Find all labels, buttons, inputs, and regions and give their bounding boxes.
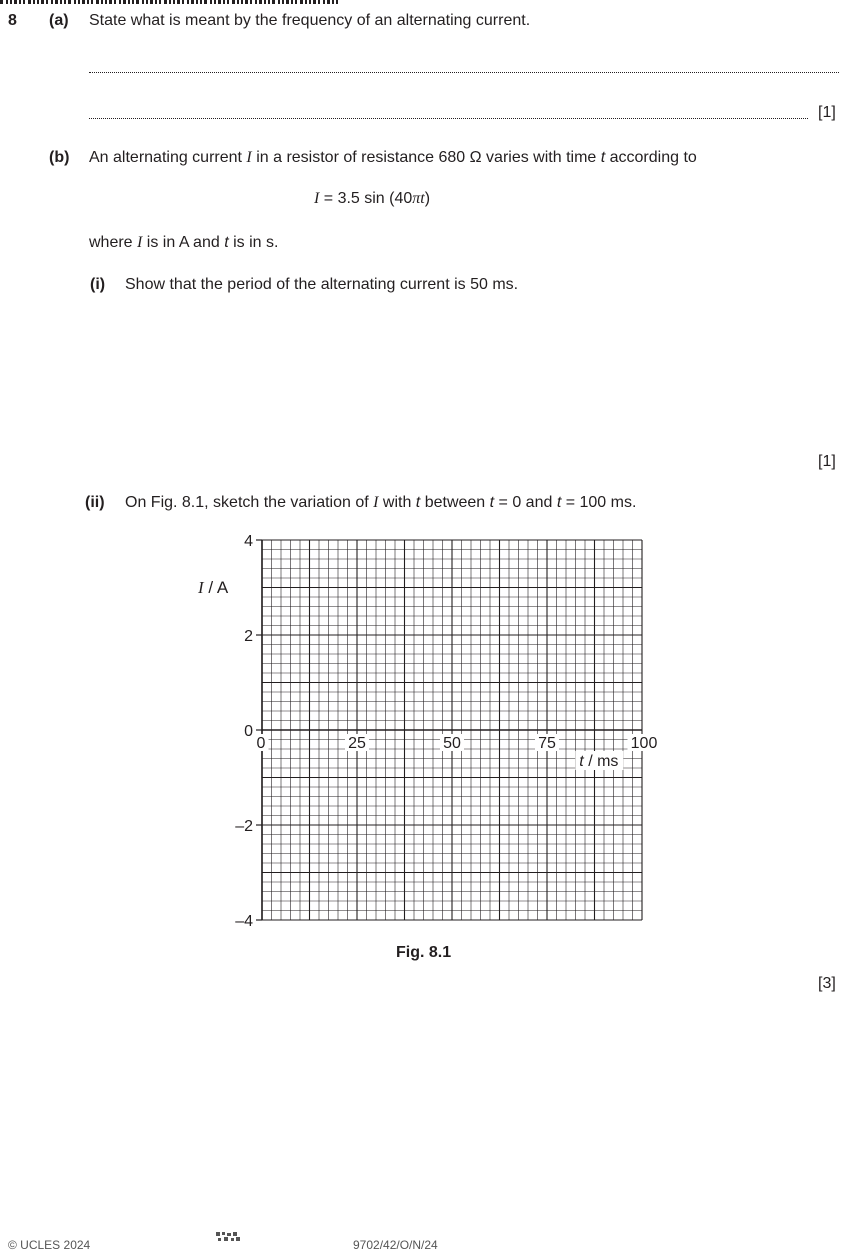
y-tick-label: –4: [235, 913, 253, 930]
footer-copyright: © UCLES 2024: [8, 1238, 91, 1252]
part-b-intro: An alternating current I in a resistor of resistance 680 Ω varies with time t according to: [89, 149, 697, 166]
axis-tick-labels: [235, 533, 660, 930]
y-tick-label: 2: [244, 628, 253, 645]
where-text: where I is in A and t is in s.: [89, 234, 279, 251]
part-bii-marks: [3]: [818, 975, 836, 992]
part-a-label: (a): [49, 12, 69, 29]
figure-caption: Fig. 8.1: [396, 944, 452, 961]
x-tick-label: 25: [348, 735, 366, 752]
part-bii-text: On Fig. 8.1, sketch the variation of I with t between t = 0 and t = 100 ms.: [125, 494, 637, 511]
equation: I = 3.5 sin (40πt): [314, 190, 431, 207]
x-tick-label: 100: [630, 735, 658, 752]
y-axis-label: I / A: [198, 578, 229, 597]
x-tick-label: 75: [538, 735, 556, 752]
part-a-marks: [1]: [818, 104, 836, 121]
part-bii-label: (ii): [85, 494, 105, 511]
part-b-label: (b): [49, 149, 70, 166]
footer-qr-code: [216, 1232, 242, 1242]
y-tick-label: –2: [235, 818, 253, 835]
y-tick-label: 4: [244, 533, 253, 550]
footer-paper-code: 9702/42/O/N/24: [353, 1238, 438, 1252]
x-tick-label: 50: [443, 735, 461, 752]
y-tick-label: 0: [244, 723, 253, 740]
part-bi-label: (i): [90, 276, 106, 293]
part-bi-text: Show that the period of the alternating current is 50 ms.: [125, 276, 519, 293]
part-bi-marks: [1]: [818, 453, 836, 470]
question-number: 8: [8, 12, 17, 29]
part-a-text: State what is meant by the frequency of an alternating current.: [89, 12, 531, 29]
x-axis-label: t / ms: [579, 753, 619, 770]
x-tick-label: 0: [256, 735, 266, 752]
